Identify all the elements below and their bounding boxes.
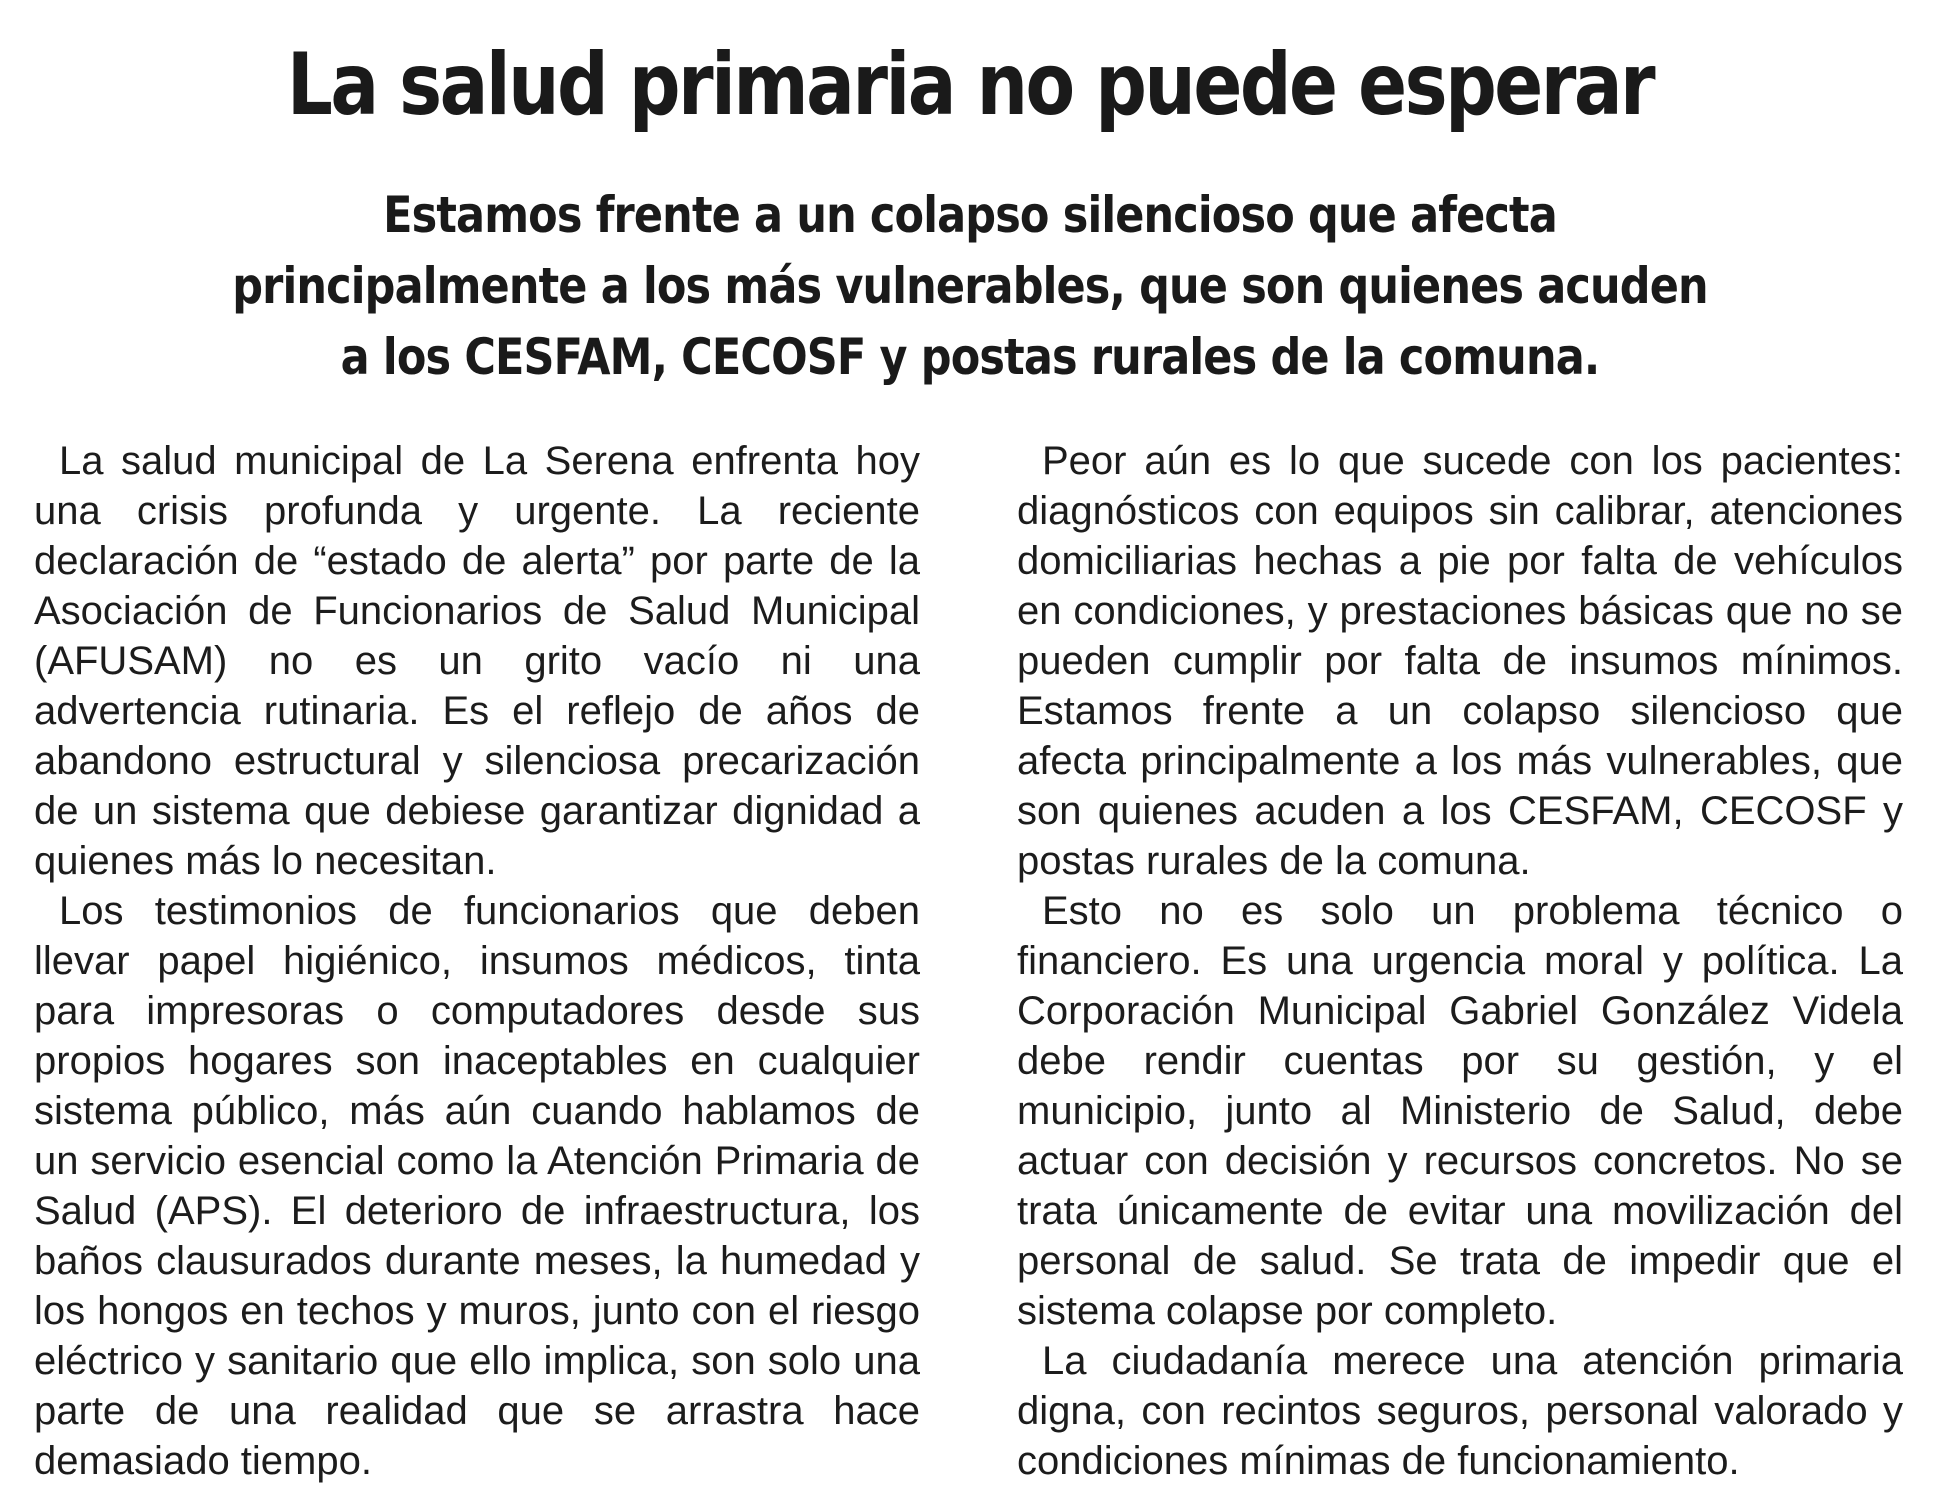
paragraph: La salud municipal de La Serena enfrenta hoy una crisis profunda y urgente. La reciente declaración de “estado de alerta” por parte de la Asociación de Funcionarios de Salud Municipal (AFUSAM) no es un grito vacío ni una advertencia rutinaria. Es el reflejo de años de abandono estructural y silenciosa precarización de un sistema que debiese garantizar dignidad a quienes más lo necesitan. [34,439,920,883]
article-deck: Estamos frente a un colapso silencioso que afecta principalmente a los más vulnerables, que son quienes acuden a los CESFAM, CECOSF y postas rurales de la comuna. [232,186,1708,386]
paragraph: Los testimonios de funcionarios que deben llevar papel higiénico, insumos médicos, tinta para impresoras o computadores desde sus propios hogares son inaceptables en cualquier sistema público, más aún cuando hablamos de un servicio esencial como la Atención Primaria de Salud (APS). El deterioro de infraestructura, los baños clausurados durante meses, la humedad y los hongos en techos y muros, junto con el riesgo eléctrico y sanitario que ello implica, son solo una parte de una realidad que se arrastra hace demasiado tiempo. [34,889,920,1483]
paragraph: La ciudadanía merece una atención primaria digna, con recintos seguros, personal valorado y condiciones mínimas de funcionamiento. [1017,1339,1903,1483]
paragraph: Esto no es solo un problema técnico o financiero. Es una urgencia moral y política. La Corporación Municipal Gabriel González Videla debe rendir cuentas por su gestión, y el municipio, junto al Ministerio de Salud, debe actuar con decisión y recursos concretos. No se trata únicamente de evitar una movilización del personal de salud. Se trata de impedir que el sistema colapse por completo. [1017,889,1903,1333]
paragraph: Peor aún es lo que sucede con los pacientes: diagnósticos con equipos sin calibrar, atenciones domiciliarias hechas a pie por falta de vehículos en condiciones, y prestaciones básicas que no se pueden cumplir por falta de insumos mínimos. Estamos frente a un colapso silencioso que afecta principalmente a los más vulnerables, que son quienes acuden a los CESFAM, CECOSF y postas rurales de la comuna. [1017,439,1903,883]
left-column [34,436,920,1486]
right-column [1017,436,1903,1486]
article-headline: La salud primaria no puede esperar [286,35,1654,135]
